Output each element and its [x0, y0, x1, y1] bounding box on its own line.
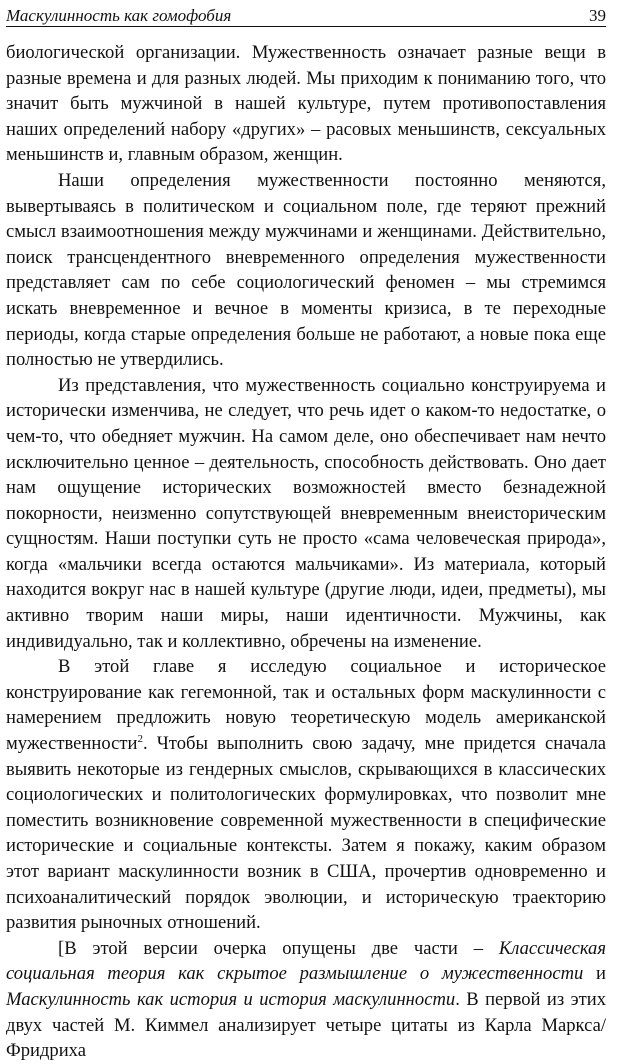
paragraph-4-text-after: . Чтобы выполнить свою задачу, мне придется сначала выявить некоторые из гендерных смыслов, скрывающихся в классических социологических и политологических формулировках, что позволит мне поместить возникновение современной мужественности в специфические исторические и социальные контексты. Затем я покажу, каким образом этот вариант маскулинности возник в США, прочертив одновременно и психоаналитический порядок эволюции, и историческую траекторию развития рыночных отношений. — [6, 733, 606, 934]
page-body — [6, 40, 606, 1064]
paragraph-5 — [6, 936, 606, 1064]
paragraph-5-part-3: . В первой из этих двух частей М. Киммел анализирует четыре цитаты из Карла Маркса/Фридриха — [6, 988, 606, 1062]
paragraph-3: Из представления, что мужественность социально конструируема и исторически изменчива, не следует, что речь идет о каком-то недостатке, о чем-то, что обедняет мужчин. На самом деле, оно обеспечивает нам нечто исключительно ценное – деятельность, способность действовать. Оно дает нам ощущение исторических возможностей вместо безнадежной покорности, неизменно сопутствующей вневременным внеисторическим сущностям. Наши поступки суть не просто «сама человеческая природа», когда «мальчики всегда остаются мальчиками». Из материала, который находится вокруг нас в нашей культуре (другие люди, идеи, предметы), мы активно творим наши миры, наши идентичности. Мужчины, как индивидуально, так и коллективно, обречены на изменение. — [6, 374, 606, 652]
paragraph-4-text-before: В этой главе я исследую социальное и историческое конструирование как гегемонной, так и остальных форм маскулинности с намерением предложить новую теоретическую модель американской мужественности — [6, 656, 606, 755]
running-title: Маскулинность как гомофобия — [6, 6, 232, 25]
paragraph-1: биологической организации. Мужественность означает разные вещи в разные времена и для разных людей. Мы приходим к пониманию того, что значит быть мужчиной в нашей культуре, путем противопоставления наших определений набору «других» – расовых меньшинств, сексуальных меньшинств и, главным образом, женщин. — [6, 42, 606, 166]
omitted-section-title-1: Классическая социальная теория как скрытое размышление о мужественности — [6, 937, 606, 985]
page-number: 39 — [589, 6, 606, 25]
paragraph-2: Наши определения мужественности постоянно меняются, вывертываясь в политическом и социальном поле, где теряют прежний смысл взаимоотношения между мужчинами и женщинами. Действительно, поиск трансцендентного вневременного определения мужественности представляет сам по себе социологический феномен – мы стремимся искать вневременное и вечное в моменты кризиса, в те переходные периоды, когда старые определения больше не работают, а новые пока еще полностью не утвердились. — [6, 169, 606, 371]
page-header — [6, 6, 606, 27]
omitted-section-title-2: Маскулинность как история и история маскулинности — [6, 988, 456, 1010]
footnote-marker: 2 — [137, 732, 143, 745]
paragraph-5-part-2: и — [583, 963, 606, 985]
paragraph-5-part-1: [В этой версии очерка опущены две части – — [58, 937, 499, 959]
paragraph-4 — [6, 654, 606, 936]
